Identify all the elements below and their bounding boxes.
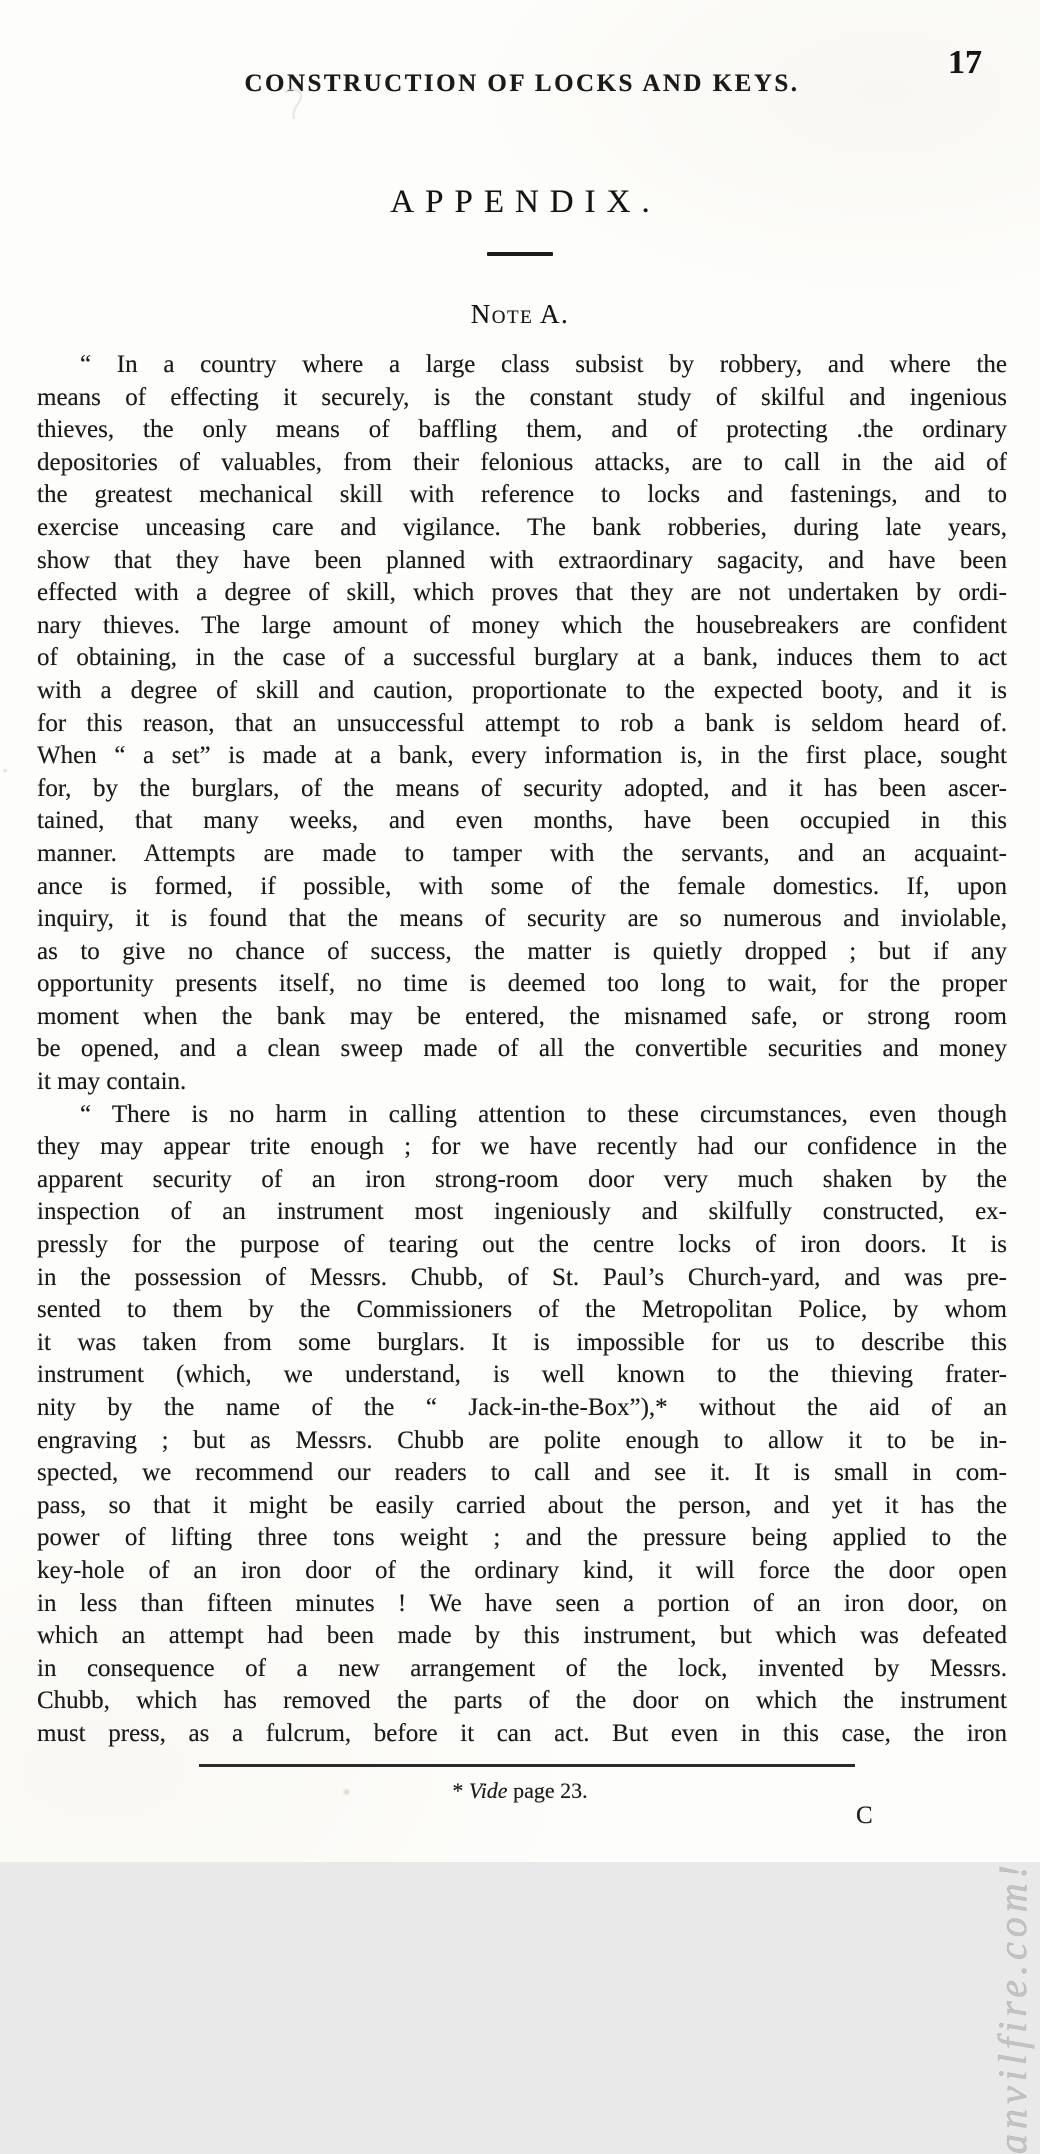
text-line: must press, as a fulcrum, before it can act. But even in this case, the iron (37, 1719, 1007, 1747)
text-line: they may appear trite enough ; for we have recently had our confidence in the (37, 1133, 1007, 1161)
text-line: for this reason, that an unsuccessful attempt to rob a bank is seldom heard of. (37, 709, 1007, 737)
text-line: spected, we recommend our readers to call and see it. It is small in com- (37, 1459, 1007, 1487)
text-line: it was taken from some burglars. It is impossible for us to describe this (37, 1328, 1007, 1356)
text-line: “ In a country where a large class subsist by robbery, and where the (80, 351, 1007, 378)
text-line: Chubb, which has removed the parts of the door on which the instrument (37, 1687, 1007, 1715)
section-title: APPENDIX. (390, 184, 661, 220)
paragraph (37, 349, 1007, 1099)
text-line: key-hole of an iron door of the ordinary kind, it will force the door open (37, 1556, 1007, 1584)
text-line: means of effecting it securely, is the constant study of skilful and ingenious (37, 383, 1007, 411)
text-line: effected with a degree of skill, which proves that they are not undertaken by ordi- (37, 579, 1007, 607)
footnote-italic-word: Vide (468, 1778, 508, 1803)
text-line: When “ a set” is made at a bank, every information is, in the first place, sought (37, 742, 1007, 770)
watermark: anvilfire.com! (990, 1860, 1035, 2154)
running-header (37, 70, 1007, 104)
text-line: nity by the name of the “ Jack-in-the-Box”),* without the aid of an (37, 1394, 1007, 1421)
text-line: the greatest mechanical skill with reference to locks and fastenings, and to (37, 481, 1007, 509)
title-rule (487, 252, 553, 256)
text-line: inspection of an instrument most ingeniously and skilfully constructed, ex- (37, 1198, 1007, 1226)
text-line: be opened, and a clean sweep made of all the convertible securities and money (37, 1035, 1007, 1063)
text-line: thieves, the only means of baffling them, and of protecting .the ordinary (37, 416, 1007, 444)
text-line: tained, that many weeks, and even months, have been occupied in this (37, 807, 1007, 835)
signature-mark: C (856, 1802, 873, 1829)
text-line: sented to them by the Commissioners of the Metropolitan Police, by whom (37, 1296, 1007, 1324)
text-line: nary thieves. The large amount of money which the housebreakers are confident (37, 611, 1007, 639)
page-number: 17 (948, 44, 982, 81)
text-line: in the possession of Messrs. Chubb, of St. Paul’s Church-yard, and was pre- (37, 1263, 1007, 1291)
scan-artifact (342, 1788, 351, 1796)
text-line: opportunity presents itself, no time is deemed too long to wait, for the proper (37, 970, 1007, 998)
text-line: inquiry, it is found that the means of security are so numerous and inviolable, (37, 905, 1007, 933)
footnote-text: page 23. (513, 1778, 588, 1803)
footnote-marker: * (452, 1778, 464, 1803)
text-line: as to give no chance of success, the matter is quietly dropped ; but if any (37, 937, 1007, 965)
text-line: it may contain. (37, 1068, 187, 1096)
text-line: instrument (which, we understand, is well known to the thieving frater- (37, 1361, 1007, 1389)
text-line: pressly for the purpose of tearing out the centre locks of iron doors. It is (37, 1231, 1007, 1259)
text-line: moment when the bank may be entered, the misnamed safe, or strong room (37, 1002, 1007, 1030)
text-line: “ There is no harm in calling attention to these circumstances, even though (80, 1100, 1007, 1128)
text-line: manner. Attempts are made to tamper with the servants, and an acquaint- (37, 839, 1007, 867)
paragraph (37, 1099, 1007, 1751)
footnote (0, 1778, 1040, 1804)
scan-artifact (2, 768, 8, 773)
body-text (37, 349, 1007, 1751)
running-header-title: CONSTRUCTION OF LOCKS AND KEYS. (244, 70, 800, 97)
text-line: for, by the burglars, of the means of security adopted, and it has been ascer- (37, 774, 1007, 802)
text-line: show that they have been planned with extraordinary sagacity, and have been (37, 546, 1007, 574)
text-line: apparent security of an iron strong-room door very much shaken by the (37, 1165, 1007, 1193)
text-line: in consequence of a new arrangement of the lock, invented by Messrs. (37, 1654, 1007, 1682)
text-line: power of lifting three tons weight ; and the pressure being applied to the (37, 1524, 1007, 1552)
scan-artifact (282, 86, 308, 128)
note-heading: Note A. (470, 299, 570, 329)
text-line: engraving ; but as Messrs. Chubb are polite enough to allow it to be in- (37, 1426, 1007, 1454)
text-line: pass, so that it might be easily carried about the person, and yet it has the (37, 1491, 1007, 1519)
footnote-rule (199, 1764, 855, 1767)
text-line: with a degree of skill and caution, proportionate to the expected booty, and it is (37, 676, 1007, 704)
text-line: ance is formed, if possible, with some of the female domestics. If, upon (37, 872, 1007, 900)
text-line: which an attempt had been made by this instrument, but which was defeated (37, 1622, 1007, 1650)
text-line: depositories of valuables, from their felonious attacks, are to call in the aid of (37, 448, 1007, 476)
text-line: exercise unceasing care and vigilance. The bank robberies, during late years, (37, 513, 1007, 541)
text-line: of obtaining, in the case of a successful burglary at a bank, induces them to act (37, 644, 1007, 672)
text-line: in less than fifteen minutes ! We have seen a portion of an iron door, on (37, 1589, 1007, 1617)
